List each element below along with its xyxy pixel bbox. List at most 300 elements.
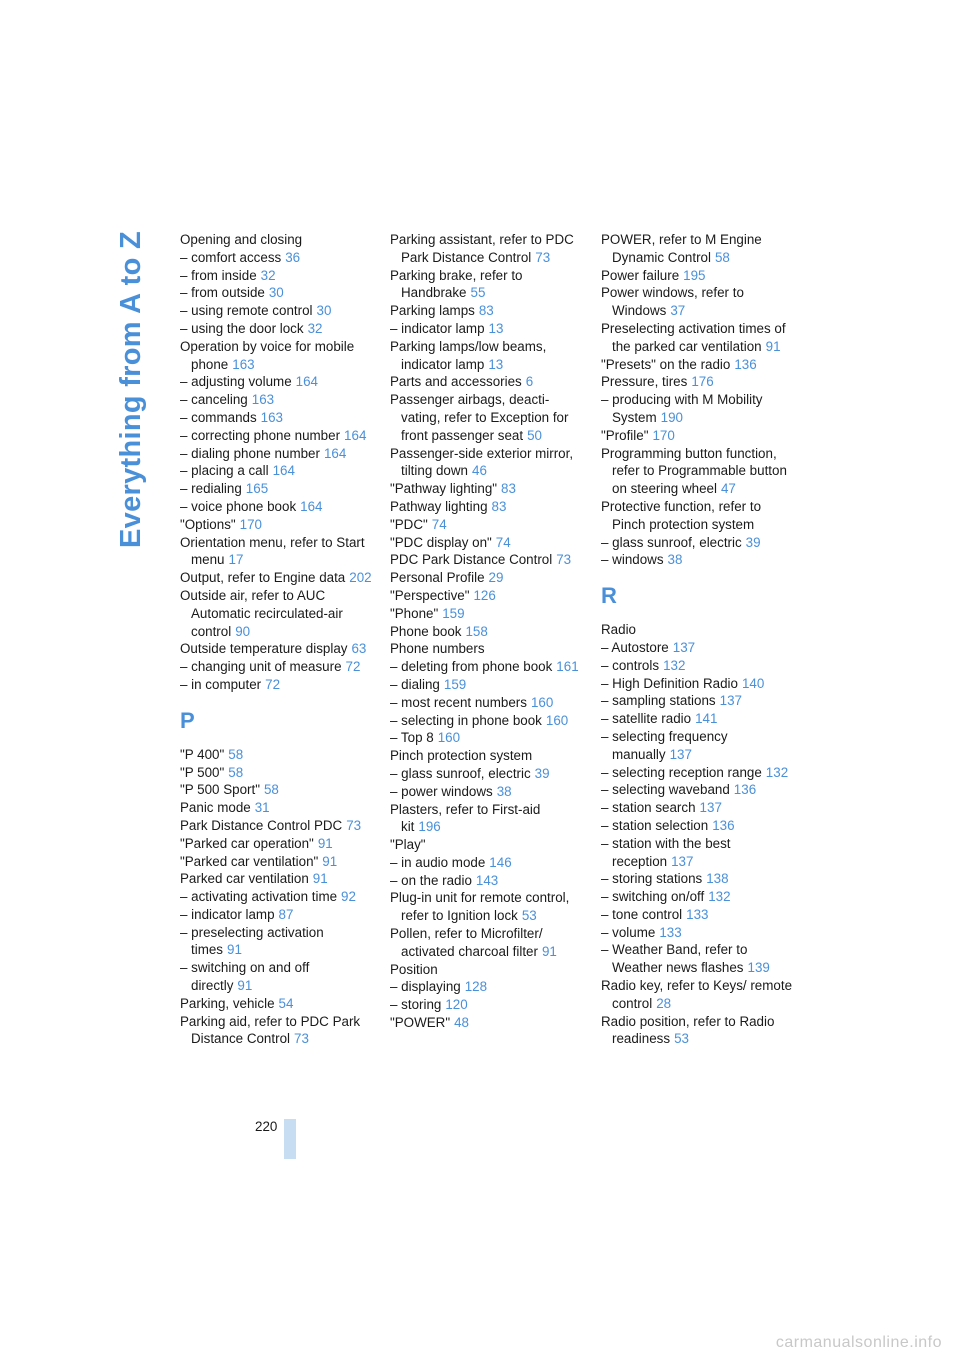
entry-text: Pinch protection system (390, 748, 533, 764)
entry-text: – station search (601, 800, 696, 816)
page-link[interactable]: 91 (227, 942, 242, 958)
index-entry (601, 534, 793, 552)
page-link[interactable]: 37 (670, 303, 686, 319)
page-link[interactable]: 46 (472, 463, 487, 479)
index-entry (601, 941, 793, 977)
index-entry (390, 605, 582, 623)
page-link[interactable]: 91 (765, 338, 781, 354)
page-link[interactable]: 164 (295, 374, 318, 390)
entry-text: – selecting reception range (601, 764, 762, 780)
index-entry (390, 712, 582, 730)
index-entry (180, 320, 372, 338)
index-entry (180, 427, 372, 445)
entry-text: Opening and closing (180, 232, 303, 247)
entry-text: – on the radio (390, 872, 472, 888)
page-link[interactable]: 39 (745, 534, 761, 550)
page-link[interactable]: 53 (521, 908, 537, 924)
index-entry (180, 781, 372, 799)
entry-text: Park Distance Control PDC (180, 817, 343, 833)
entry-text: – using the door lock (180, 320, 304, 336)
index-entry (390, 640, 582, 658)
entry-text: – switching on and off directly (180, 960, 310, 994)
index-entry (180, 373, 372, 391)
entry-text: – power windows (390, 783, 493, 799)
index-entry (601, 817, 793, 835)
page-link[interactable]: 63 (351, 641, 367, 657)
index-entry (601, 924, 793, 942)
index-entry (180, 534, 372, 570)
index-entry (390, 587, 582, 605)
index-entry (390, 534, 582, 552)
page-link[interactable]: 73 (556, 552, 572, 568)
page-link[interactable]: 38 (667, 552, 683, 568)
entry-text: – from outside (180, 285, 265, 301)
entry-text: – producing with M Mobility System (601, 392, 763, 425)
page-link[interactable]: 47 (720, 481, 736, 497)
entry-text: – glass sunroof, electric (601, 534, 742, 550)
page-link[interactable]: 132 (765, 764, 789, 780)
entry-text: Pollen, refer to Microfilter/ activated charcoal filter (390, 926, 543, 959)
index-entry (601, 320, 793, 356)
index-entry (390, 854, 582, 872)
page-link[interactable]: 91 (317, 835, 333, 851)
entry-text: "P 500" (180, 764, 225, 780)
page-link[interactable]: 140 (741, 675, 765, 691)
entry-text: Operation by voice for mobile phone (180, 338, 355, 372)
page-link[interactable]: 58 (263, 782, 279, 798)
page-link[interactable]: 32 (307, 320, 323, 336)
entry-text: "PDC" (390, 516, 428, 532)
page-link[interactable]: 190 (660, 409, 683, 425)
page-link[interactable]: 126 (473, 587, 496, 603)
index-entry (180, 302, 372, 320)
index-entry (390, 658, 582, 676)
index-entry (601, 675, 793, 693)
index-column-2 (390, 231, 582, 1032)
entry-text: Plasters, refer to First-aid kit (390, 801, 541, 835)
page-link[interactable]: 53 (674, 1031, 689, 1047)
entry-text: – Weather Band, refer to Weather news flashes (601, 942, 748, 976)
entry-text: Parking assistant, refer to PDC Park Distance Control (390, 232, 574, 265)
page-link[interactable]: 195 (683, 267, 706, 283)
entry-text: – storing (390, 997, 442, 1013)
index-entry (180, 888, 372, 906)
index-entry (390, 978, 582, 996)
index-entry (601, 427, 793, 445)
page-link[interactable]: 6 (525, 374, 534, 390)
index-entry (180, 817, 372, 835)
index-entry (180, 853, 372, 871)
index-entry (180, 764, 372, 782)
page-link[interactable]: 159 (442, 605, 465, 621)
entry-text: – glass sunroof, electric (390, 765, 531, 781)
index-entry (390, 961, 582, 979)
entry-text: Orientation menu, refer to Start menu (180, 534, 365, 568)
index-column-3 (601, 231, 793, 1048)
page-link[interactable]: 120 (445, 997, 468, 1013)
index-entry (601, 551, 793, 569)
index-entry (180, 516, 372, 534)
page-link[interactable]: 30 (316, 303, 332, 319)
index-entry (180, 799, 372, 817)
entry-text: Plug-in unit for remote control, refer to Ignition lock (390, 890, 570, 924)
entry-text: Parking lamps/low beams, indicator lamp (390, 338, 547, 372)
entry-text: – changing unit of measure (180, 659, 342, 675)
entry-text: – tone control (601, 906, 683, 922)
footer-watermark: carmanualsonline.info (775, 1334, 942, 1351)
entry-text: Radio key, refer to Keys/ remote control (601, 978, 793, 1011)
section-letter: R (601, 583, 617, 609)
index-entry (390, 836, 582, 854)
page-link[interactable]: 196 (418, 819, 441, 835)
index-entry (390, 231, 582, 267)
index-entry (180, 870, 372, 888)
entry-text: Parking, vehicle (180, 995, 275, 1011)
index-entry (180, 284, 372, 302)
index-entry (180, 746, 372, 764)
page-link[interactable]: 138 (706, 871, 729, 887)
entry-text: – indicator lamp (390, 320, 485, 336)
page-link[interactable]: 137 (719, 693, 742, 709)
entry-text: Position (390, 961, 438, 977)
index-entry (180, 231, 372, 249)
index-entry (180, 1013, 372, 1049)
index-entry (390, 925, 582, 961)
index-entry (180, 391, 372, 409)
entry-text: Output, refer to Engine data (180, 570, 346, 586)
page-link[interactable]: 28 (656, 995, 672, 1011)
page-link[interactable]: 146 (489, 854, 512, 870)
entry-text: "Parked car ventilation" (180, 853, 319, 869)
page-link[interactable]: 30 (268, 285, 284, 301)
page-link[interactable]: 48 (454, 1015, 470, 1031)
index-entry (601, 445, 793, 498)
entry-text: – comfort access (180, 249, 282, 265)
page-link[interactable]: 143 (475, 872, 499, 888)
index-entry (180, 445, 372, 463)
page-link[interactable]: 92 (341, 889, 356, 905)
index-entry (180, 640, 372, 658)
index-entry (390, 889, 582, 925)
page-link[interactable]: 54 (278, 995, 294, 1011)
entry-text: – commands (180, 409, 257, 425)
entry-text: Parked car ventilation (180, 871, 309, 887)
entry-text: Personal Profile (390, 570, 485, 586)
index-entry (601, 391, 793, 427)
page-link[interactable]: 164 (300, 498, 323, 514)
entry-text: – volume (601, 924, 656, 940)
page-link[interactable]: 133 (686, 906, 709, 922)
page-link[interactable]: 137 (699, 800, 722, 816)
entry-text: Passenger airbags, deacti-vating, refer to Exception for front passenger seat (390, 392, 569, 443)
page-link[interactable]: 128 (464, 979, 488, 995)
index-entry (390, 694, 582, 712)
page-link[interactable]: 32 (260, 267, 276, 283)
index-entry (601, 906, 793, 924)
page-link[interactable]: 161 (556, 659, 579, 675)
entry-text: – from inside (180, 267, 257, 283)
index-entry (180, 906, 372, 924)
entry-text: – storing stations (601, 871, 703, 887)
index-entry (390, 1014, 582, 1032)
page-link[interactable]: 163 (251, 392, 275, 408)
index-entry (390, 765, 582, 783)
entry-text: – placing a call (180, 463, 269, 479)
page-link[interactable]: 83 (501, 481, 516, 497)
index-entry (601, 284, 793, 320)
entry-text: – controls (601, 657, 660, 673)
page-link[interactable]: 164 (344, 427, 367, 443)
entry-text: Panic mode (180, 800, 251, 816)
page-link[interactable]: 91 (312, 871, 328, 887)
index-entry (180, 959, 372, 995)
page-number: 220 (255, 1119, 278, 1134)
entry-text: – switching on/off (601, 889, 705, 905)
page-link[interactable]: 91 (322, 853, 338, 869)
entry-text: – selecting waveband (601, 782, 730, 798)
page-link[interactable]: 164 (272, 463, 295, 479)
entry-text: – windows (601, 552, 664, 568)
index-entry (390, 302, 582, 320)
entry-text: "Pathway lighting" (390, 481, 498, 497)
page-link[interactable]: 73 (294, 1031, 309, 1047)
entry-text: – High Definition Radio (601, 675, 738, 691)
page-link[interactable]: 165 (245, 481, 269, 497)
page-link[interactable]: 176 (691, 374, 714, 390)
section-letter: P (180, 707, 195, 733)
entry-text: "Parked car operation" (180, 835, 314, 851)
index-entry (601, 639, 793, 657)
index-entry (180, 658, 372, 676)
entry-text: – in audio mode (390, 854, 486, 870)
entry-text: – Autostore (601, 639, 669, 655)
index-entry (180, 835, 372, 853)
entry-text: "P 400" (180, 746, 225, 762)
page-link[interactable]: 38 (496, 783, 512, 799)
entry-text: Phone numbers (390, 641, 485, 657)
entry-text: Parking aid, refer to PDC Park Distance Control (180, 1013, 361, 1047)
entry-text: "POWER" (390, 1015, 451, 1031)
index-entry (390, 801, 582, 837)
index-entry (601, 373, 793, 391)
entry-text: – Top 8 (390, 730, 434, 746)
index-entry (390, 551, 582, 569)
entry-text: "Profile" (601, 427, 649, 443)
entry-text: – adjusting volume (180, 374, 292, 390)
page-link[interactable]: 170 (652, 427, 675, 443)
page-link[interactable]: 91 (237, 978, 253, 994)
page-link[interactable]: 58 (228, 746, 244, 762)
page-link[interactable]: 160 (437, 730, 461, 746)
entry-text: – canceling (180, 392, 248, 408)
index-entry (390, 996, 582, 1014)
page-link[interactable]: 55 (470, 285, 486, 301)
entry-text: – indicator lamp (180, 906, 275, 922)
page-link[interactable]: 74 (431, 516, 447, 532)
entry-text: "Presets" on the radio (601, 356, 731, 372)
page-link[interactable]: 139 (747, 960, 770, 976)
index-entry (601, 267, 793, 285)
page-link[interactable]: 91 (541, 943, 557, 959)
index-entry (390, 480, 582, 498)
entry-text: "P 500 Sport" (180, 782, 260, 798)
entry-text: Outside air, refer to AUC Automatic recirculated-air control (180, 587, 343, 639)
page-link[interactable]: 39 (534, 765, 550, 781)
page-link[interactable]: 83 (478, 303, 494, 319)
entry-text: – station selection (601, 817, 709, 833)
entry-text: – satellite radio (601, 711, 692, 727)
entry-text: – dialing phone number (180, 445, 320, 461)
entry-text: "Play" (390, 837, 426, 853)
page-link[interactable]: 202 (349, 570, 372, 586)
index-entry (601, 799, 793, 817)
entry-text: Pathway lighting (390, 498, 488, 514)
page-link[interactable]: 74 (495, 534, 511, 550)
index-entry (601, 231, 793, 267)
entry-text: Pressure, tires (601, 374, 688, 390)
entry-text: – dialing (390, 676, 440, 692)
page-link[interactable]: 163 (260, 409, 283, 425)
page-link[interactable]: 58 (714, 249, 730, 265)
index-entry (180, 995, 372, 1013)
entry-text: "Phone" (390, 605, 439, 621)
entry-text: Radio position, refer to Radio readiness (601, 1013, 775, 1047)
page-link[interactable]: 50 (527, 427, 542, 443)
index-entry (601, 870, 793, 888)
index-entry (390, 623, 582, 641)
index-entry (390, 872, 582, 890)
entry-text: – deleting from phone book (390, 659, 553, 675)
entry-text: Protective function, refer to Pinch protection system (601, 498, 762, 532)
side-title: Everything from A to Z (115, 230, 147, 548)
page-link[interactable]: 13 (488, 356, 504, 372)
page-link[interactable]: 163 (232, 356, 255, 372)
index-entry (390, 516, 582, 534)
page-link[interactable]: 73 (535, 249, 551, 265)
index-entry (390, 391, 582, 444)
page-link[interactable]: 73 (346, 817, 362, 833)
page-link[interactable]: 136 (712, 817, 735, 833)
entry-text: POWER, refer to M Engine Dynamic Control (601, 232, 762, 265)
index-entry (601, 1013, 793, 1049)
entry-text: "Options" (180, 516, 236, 532)
entry-text: – activating activation time (180, 889, 338, 905)
page-link[interactable]: 159 (443, 676, 467, 692)
entry-text: "Perspective" (390, 587, 470, 603)
entry-text: PDC Park Distance Control (390, 552, 553, 568)
index-entry (180, 676, 372, 694)
index-entry (390, 747, 582, 765)
page-accent-bar (284, 1119, 296, 1159)
page-link[interactable]: 72 (345, 659, 361, 675)
page-link[interactable]: 13 (488, 320, 504, 336)
page-link[interactable]: 136 (734, 356, 757, 372)
index-entry (601, 835, 793, 871)
page-link[interactable]: 17 (228, 552, 244, 568)
index-entry (601, 356, 793, 374)
page-link[interactable]: 83 (491, 498, 507, 514)
entry-text: "PDC display on" (390, 534, 492, 550)
index-entry (390, 676, 582, 694)
entry-text: Radio (601, 622, 636, 638)
index-entry (601, 764, 793, 782)
page-link[interactable]: 137 (671, 853, 694, 869)
index-entry (601, 692, 793, 710)
index-entry (601, 977, 793, 1013)
entry-text: Outside temperature display (180, 641, 348, 657)
index-entry (180, 924, 372, 960)
index-entry (390, 320, 582, 338)
page-link[interactable]: 87 (278, 906, 294, 922)
page-link[interactable]: 158 (465, 623, 488, 639)
index-entry (601, 781, 793, 799)
page-link[interactable]: 31 (254, 800, 270, 816)
index-entry (601, 710, 793, 728)
index-entry (180, 569, 372, 587)
entry-text: – using remote control (180, 303, 313, 319)
entry-text: Power windows, refer to Windows (601, 285, 744, 319)
index-entry (180, 498, 372, 516)
index-entry (601, 888, 793, 906)
entry-text: – sampling stations (601, 693, 716, 709)
index-entry (601, 498, 793, 534)
entry-text: Parking lamps (390, 303, 475, 319)
index-entry (390, 783, 582, 801)
index-entry (180, 338, 372, 374)
index-entry (601, 621, 793, 639)
page-link[interactable]: 133 (659, 924, 682, 940)
page-link[interactable]: 72 (265, 676, 281, 692)
index-column-1 (180, 231, 372, 1048)
page-link[interactable]: 137 (672, 639, 696, 655)
index-entry (390, 569, 582, 587)
entry-text: – station with the best reception (601, 835, 731, 869)
entry-text: – preselecting activation times (180, 924, 324, 958)
entry-text: Phone book (390, 623, 462, 639)
page-link[interactable]: 58 (228, 764, 244, 780)
entry-text: Parts and accessories (390, 374, 522, 390)
entry-text: – selecting frequency manually (601, 728, 728, 762)
page-link[interactable]: 136 (733, 782, 757, 798)
index-entry (390, 498, 582, 516)
index-entry (390, 729, 582, 747)
page-link[interactable]: 137 (669, 746, 692, 762)
page-link[interactable]: 132 (708, 889, 731, 905)
entry-text: Programming button function, refer to Programmable button on steering wheel (601, 445, 787, 497)
page-link[interactable]: 141 (695, 711, 718, 727)
entry-text: Passenger-side exterior mirror, tilting down (390, 445, 574, 479)
page-link[interactable]: 164 (323, 445, 347, 461)
index-entry (180, 409, 372, 427)
page-link[interactable]: 29 (488, 570, 504, 586)
index-entry (390, 373, 582, 391)
entry-text: – in computer (180, 676, 262, 692)
entry-text: Parking brake, refer to Handbrake (390, 267, 523, 301)
page-link[interactable]: 170 (239, 516, 262, 532)
index-entry (390, 445, 582, 481)
page-link[interactable]: 132 (663, 657, 686, 673)
page-link[interactable]: 160 (530, 694, 554, 710)
index-entry (180, 462, 372, 480)
index-entry (180, 267, 372, 285)
index-entry (180, 587, 372, 640)
page-link[interactable]: 90 (235, 623, 251, 639)
page-link[interactable]: 160 (545, 712, 569, 728)
entry-text: – redialing (180, 481, 242, 497)
page-link[interactable]: 36 (285, 249, 301, 265)
entry-text: – most recent numbers (390, 694, 527, 710)
index-entry (390, 267, 582, 303)
